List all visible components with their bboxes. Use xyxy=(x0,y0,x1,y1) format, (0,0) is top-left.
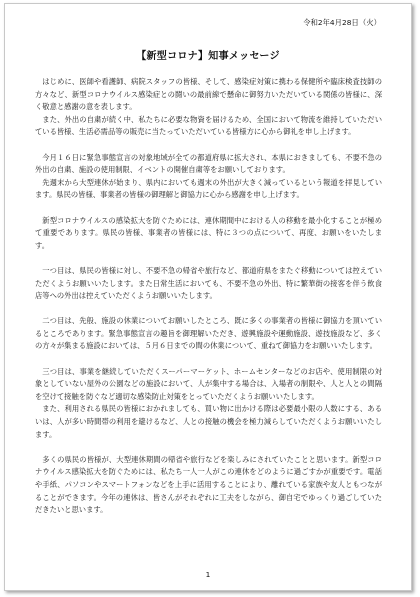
paragraph-gap xyxy=(35,303,382,316)
paragraph-gap xyxy=(35,139,382,152)
paragraph: 先週末から大型連休が始まり、県内においても週末の外出が大きく減っているという報道を拝見しています。県民の皆様、事業者の皆様の御理解と御協力に心から感謝を申し上げます。 xyxy=(35,177,382,200)
paragraph-gap xyxy=(35,202,382,215)
document-title: 【新型コロナ】知事メッセージ xyxy=(136,51,280,62)
document-date: 令和2年4月28日（火） xyxy=(303,18,381,27)
paragraph: 多くの県民の皆様が、大型連休期間の帰省や旅行などを楽しみにされていたことと思います。新型コロナウイルス感染拡大を防ぐためには、私たち一人一人がこの連休をどのように過ごすかが重要です。電話や手紙、パソコンやスマートフォンなどを上手に活用することにより、離れている家族や友人ともつながることができます。今年の連休は、皆さんがそれぞれに工夫をしながら、御自宅でゆっくり過ごしていただきたいと思います。 xyxy=(35,454,382,515)
paragraph-gap xyxy=(35,441,382,454)
paragraph: また、外出の自粛が続く中、私たちに必要な物資を届けるため、全国において物流を維持していただいている皆様、生活必需品等の販売に当たっていただいている皆様方に心から御礼を申し上げます。 xyxy=(35,114,382,137)
paragraph-gap xyxy=(35,353,382,366)
paragraph: はじめに、医師や看護師、病院スタッフの皆様、そして、感染症対策に携わる保健所や臨床検査技師の方々など、新型コロナウイルス感染症との闘いの最前線で懸命に御努力いただいている関係の皆様に、深く敬意と感謝の意を表します。 xyxy=(35,77,382,112)
paragraph-gap xyxy=(35,252,382,265)
document-page xyxy=(4,3,412,591)
paragraph: また、利用される県民の皆様におかれましても、買い物に出かける際は必要最小限の人数にする、あるいは、人が多い時間帯の利用を避けるなど、人との接触の機会を極力減らしていただくようお願いいたします。 xyxy=(35,404,382,439)
paragraph: 新型コロナウイルスの感染拡大を防ぐためには、連休期間中における人の移動を最小化することが極めて重要であります。県民の皆様、事業者の皆様には、特に３つの点について、再度、お願いをいたします。 xyxy=(35,215,382,250)
page-number: 1 xyxy=(205,570,211,579)
document-body xyxy=(35,76,382,517)
paragraph: 三つ目は、事業を継続していただくスーパーマーケット、ホームセンターなどのお店や、使用制限の対象としていない屋外の公園などの施設において、人が集中する場合は、入場者の制限や、人と人との間隔を空けて接触を防ぐなど適切な感染防止対策をとっていただくようお願いいたします。 xyxy=(35,366,382,401)
paragraph: 一つ目は、県民の皆様に対し、不要不急の帰省や旅行など、都道府県をまたぐ移動については控えていただくようお願いいたします。また日常生活においても、不要不急の外出、特に繁華街の接客を伴う飲食店等への外出は控えていただくようお願いいたします。 xyxy=(35,265,382,301)
paragraph: 今月１６日に緊急事態宣言の対象地域が全ての都道府県に拡大され、本県におきましても、不要不急の外出の自粛、施設の使用制限、イベントの開催自粛等をお願いしております。 xyxy=(35,152,382,175)
paragraph: 二つ目は、先般、施設の休業についてお願いしたところ、既に多くの事業者の皆様に御協力を頂いているところであります。緊急事態宣言の趣旨を御理解いただき、遊興施設や運動施設、遊技施設など、多くの方々が集まる施設においては、５月６日までの間の休業について、重ねて御協力をお願いいたします。 xyxy=(35,316,382,351)
